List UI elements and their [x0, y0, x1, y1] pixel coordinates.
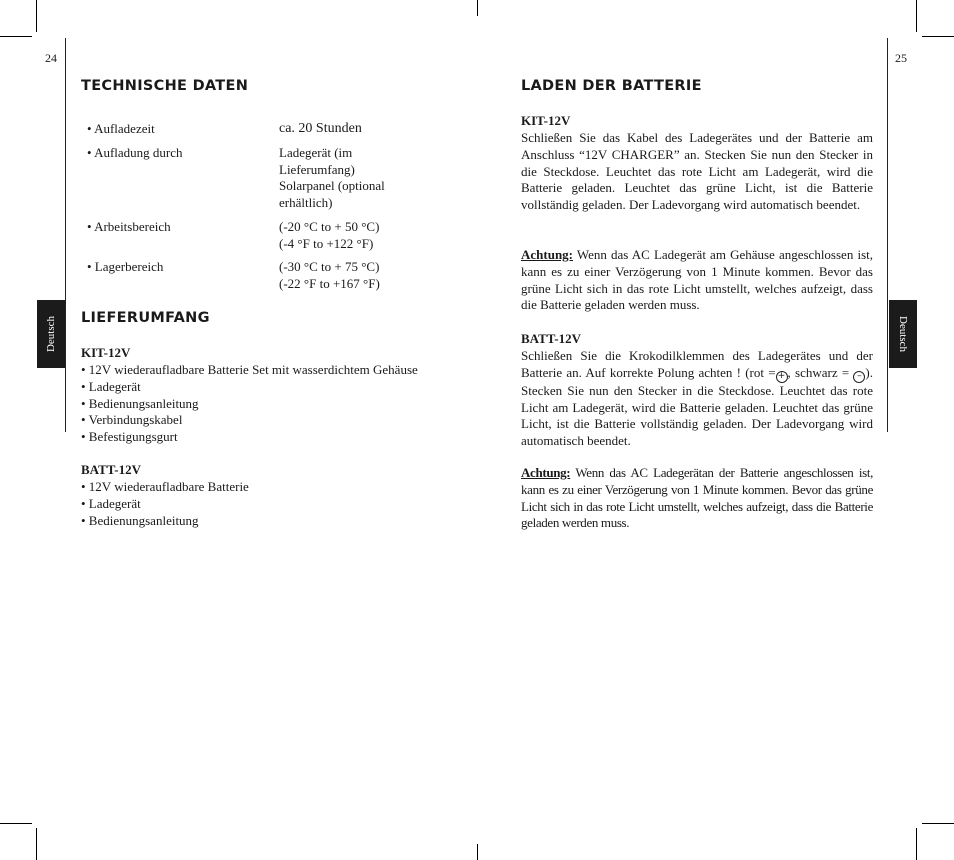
spec-value: [279, 145, 385, 211]
batt-warning-paragraph: [521, 465, 873, 532]
language-tab-label: Deutsch: [897, 315, 909, 353]
kit-charge-heading: KIT-12V: [521, 113, 571, 128]
spec-label: • Aufladezeit: [87, 121, 155, 136]
list-item: • Verbindungskabel: [81, 412, 183, 428]
section-title-technische-daten: TECHNISCHE DATEN: [81, 78, 249, 94]
spec-value-line: (-22 °F to +167 °F): [279, 275, 380, 291]
language-tab-right: [889, 300, 917, 368]
crop-mark: [916, 0, 917, 32]
spec-value: [279, 259, 380, 292]
spec-label: • Lagerbereich: [87, 259, 164, 274]
list-item: • Bedienungsanleitung: [81, 395, 199, 411]
language-tab-label: Deutsch: [45, 315, 57, 353]
crop-mark: [0, 823, 32, 824]
warning-label: Achtung:: [521, 465, 571, 480]
list-item: • Ladegerät: [81, 495, 141, 511]
kit-charge-paragraph: Schließen Sie das Kabel des Ladegerätes und der Batterie am Anschluss “12V CHARGER” an. Stecken Sie nun den Stecker in die Steckdose. Leuchtet das rote Licht am Ladegerät, wird die Batterie geladen. Leuchtet das grüne Licht, ist die Batterie vollständig geladen. Der Ladevorgang wird automatisch beendet.: [521, 130, 873, 213]
spec-label: • Arbeitsbereich: [87, 219, 171, 234]
batt-heading: BATT-12V: [81, 462, 141, 477]
spec-value-line: Ladegerät (im: [279, 145, 353, 160]
list-item: • Befestigungsgurt: [81, 429, 178, 445]
page-number-left: 24: [45, 51, 57, 65]
list-item: • Bedienungsanleitung: [81, 512, 199, 528]
batt-text-part2: , schwarz =: [787, 364, 850, 380]
crop-mark: [36, 0, 37, 32]
spec-value-line: Lieferumfang): [279, 161, 355, 177]
warning-text: Wenn das AC Ladegerät am Gehäuse angeschlossen ist, kann es zu einer Verzögerung von 1 Minute kommen. Bevor das grüne Licht sich in das rote Licht umstellt, welches aufzeigt, dass die Batterie geladen werden muss.: [521, 247, 873, 313]
plus-pole-icon: +: [776, 371, 788, 383]
section-title-laden: LADEN DER BATTERIE: [521, 78, 702, 94]
kit-contents-list: [81, 362, 418, 446]
page-number-right: 25: [895, 51, 907, 65]
crop-mark: [477, 844, 478, 860]
spec-label: • Aufladung durch: [87, 145, 183, 160]
section-title-lieferumfang: LIEFERUMFANG: [81, 310, 210, 326]
list-item: • 12V wiederaufladbare Batterie Set mit wasserdichtem Gehäuse: [81, 362, 418, 377]
batt-text-part1: Schließen Sie die Krokodilklemmen des Ladegerätes und der Batterie an. Auf korrekte Polung achten ! (rot =: [521, 348, 873, 380]
crop-mark: [922, 823, 954, 824]
language-tab-left: [37, 300, 65, 368]
minus-pole-icon: –: [853, 371, 865, 383]
spec-value-line: (-20 °C to + 50 °C): [279, 219, 380, 234]
spec-value-line: ca. 20 Stunden: [279, 121, 362, 136]
spec-value: [279, 121, 362, 138]
spec-value: [279, 219, 379, 252]
list-item: • Ladegerät: [81, 378, 141, 394]
kit-warning-paragraph: [521, 247, 873, 314]
batt-text-part3: ). Stecken Sie nun den Stecker in die Steckdose. Leuchtet das rote Licht am Ladegerät, wird die Batterie geladen. Leuchtet das grüne Licht, ist die Batterie vollständig geladen. Der Ladevorgang wird automatisch beendet.: [521, 364, 874, 449]
crop-mark: [916, 828, 917, 860]
crop-mark: [36, 828, 37, 860]
margin-rule-right: [887, 38, 888, 432]
margin-rule-left: [65, 38, 66, 432]
crop-mark: [0, 36, 32, 37]
kit-heading: KIT-12V: [81, 345, 131, 360]
batt-contents-list: [81, 479, 249, 529]
batt-charge-paragraph: [521, 348, 873, 450]
warning-label: Achtung:: [521, 247, 574, 262]
spec-value-line: (-30 °C to + 75 °C): [279, 259, 380, 274]
batt-charge-heading: BATT-12V: [521, 331, 581, 346]
crop-mark: [922, 36, 954, 37]
spec-value-line: erhältlich): [279, 194, 333, 210]
list-item: • 12V wiederaufladbare Batterie: [81, 479, 249, 494]
spec-value-line: (-4 °F to +122 °F): [279, 235, 374, 251]
spec-value-line: Solarpanel (optional: [279, 178, 385, 194]
warning-text: Wenn das AC Ladegerätan der Batterie angeschlossen ist, kann es zu einer Verzögerung von 1 Minute kommen. Bevor das grüne Licht sich in das rote Licht umstellt, welches aufzeigt, dass die Batterie geladen werden muss.: [521, 465, 873, 531]
crop-mark: [477, 0, 478, 16]
